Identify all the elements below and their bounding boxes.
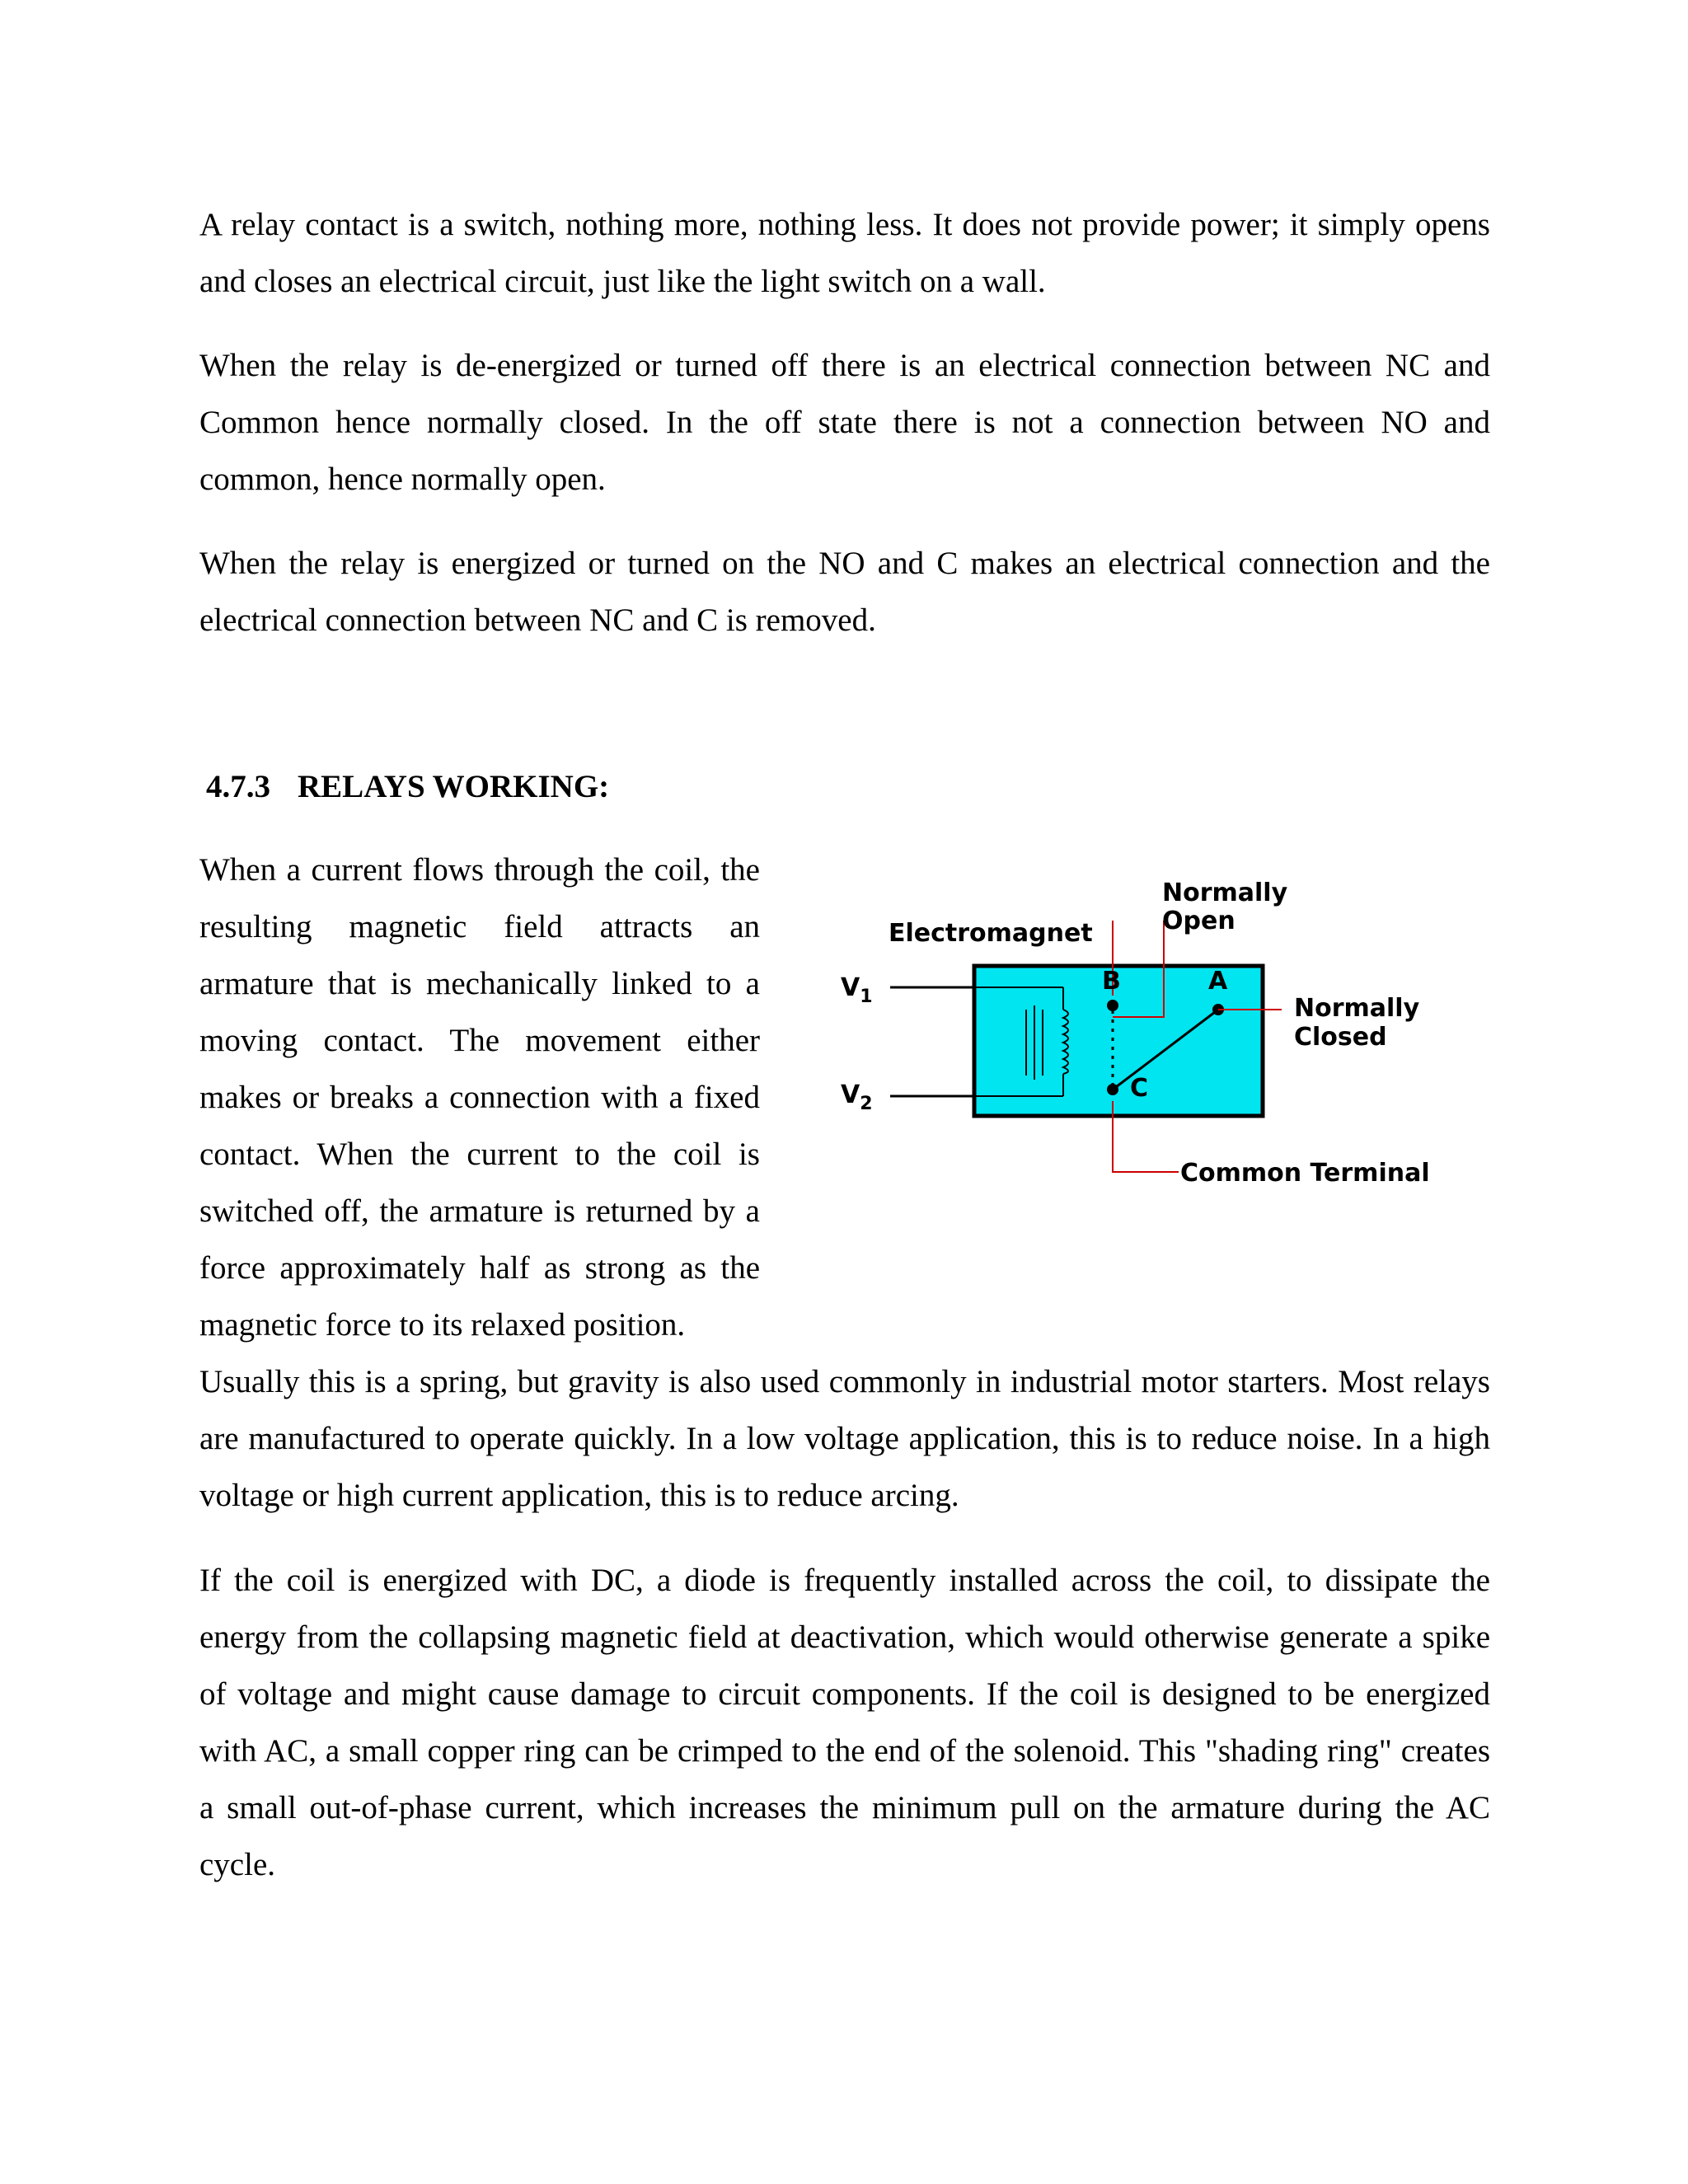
paragraph-coil-current: When a current flows through the coil, the resulting magnetic field attracts an armature that is mechanically linked to a moving contact. The movement either makes or breaks a connection with a fixed contact. When the current to the coil is switched off, the armature is returned by a force approximately half as strong as the magnetic force to its relaxed position. (199, 852, 760, 1343)
paragraph-de-energized: When the relay is de-energized or turned off there is an electrical connection between NC and Common hence normally closed. In the off state there is not a connection between NO and common, hence normally open. (199, 348, 1490, 497)
relay-diagram (824, 874, 1484, 1203)
label-normally-closed-1: Normally (1294, 994, 1420, 1023)
paragraph-spring-gravity: Usually this is a spring, but gravity is also used commonly in industrial motor starters. Most relays are manufactured to operate quickly. In a low voltage application, this is to reduce noise. In a high voltage or high current application, this is to reduce arcing. (199, 1364, 1490, 1513)
label-b: B (1102, 967, 1121, 996)
paragraph-energized: When the relay is energized or turned on the NO and C makes an electrical connection and the electrical connection between NC and C is removed. (199, 546, 1490, 638)
label-normally-open-1: Normally (1162, 879, 1288, 907)
label-a: A (1208, 967, 1228, 996)
section-heading (206, 758, 609, 815)
label-common-terminal: Common Terminal (1180, 1159, 1430, 1188)
section-number: 4.7.3 (206, 769, 270, 804)
section-title: RELAYS WORKING: (298, 769, 610, 804)
paragraph-dc-coil: If the coil is energized with DC, a diode is frequently installed across the coil, to dissipate the energy from the collapsing magnetic field at deactivation, which would otherwise generate a spike of voltage and might cause damage to circuit components. If the coil is designed to be energized with AC, a small copper ring can be crimped to the end of the solenoid. This "shading ring" creates a small out-of-phase current, which increases the minimum pull on the armature during the AC cycle. (199, 1563, 1490, 1882)
label-v2: $V_2$ (841, 1080, 873, 1114)
label-normally-closed-2: Closed (1294, 1023, 1387, 1052)
contact-b (1107, 1000, 1118, 1011)
label-c: C (1130, 1074, 1149, 1103)
label-v1: $V_1$ (841, 973, 873, 1007)
paragraph-relay-contact: A relay contact is a switch, nothing more, nothing less. It does not provide power; it simply opens and closes an electrical circuit, just like the light switch on a wall. (199, 207, 1490, 299)
label-normally-open-2: Open (1162, 907, 1236, 935)
label-electromagnet: Electromagnet (889, 919, 1093, 948)
